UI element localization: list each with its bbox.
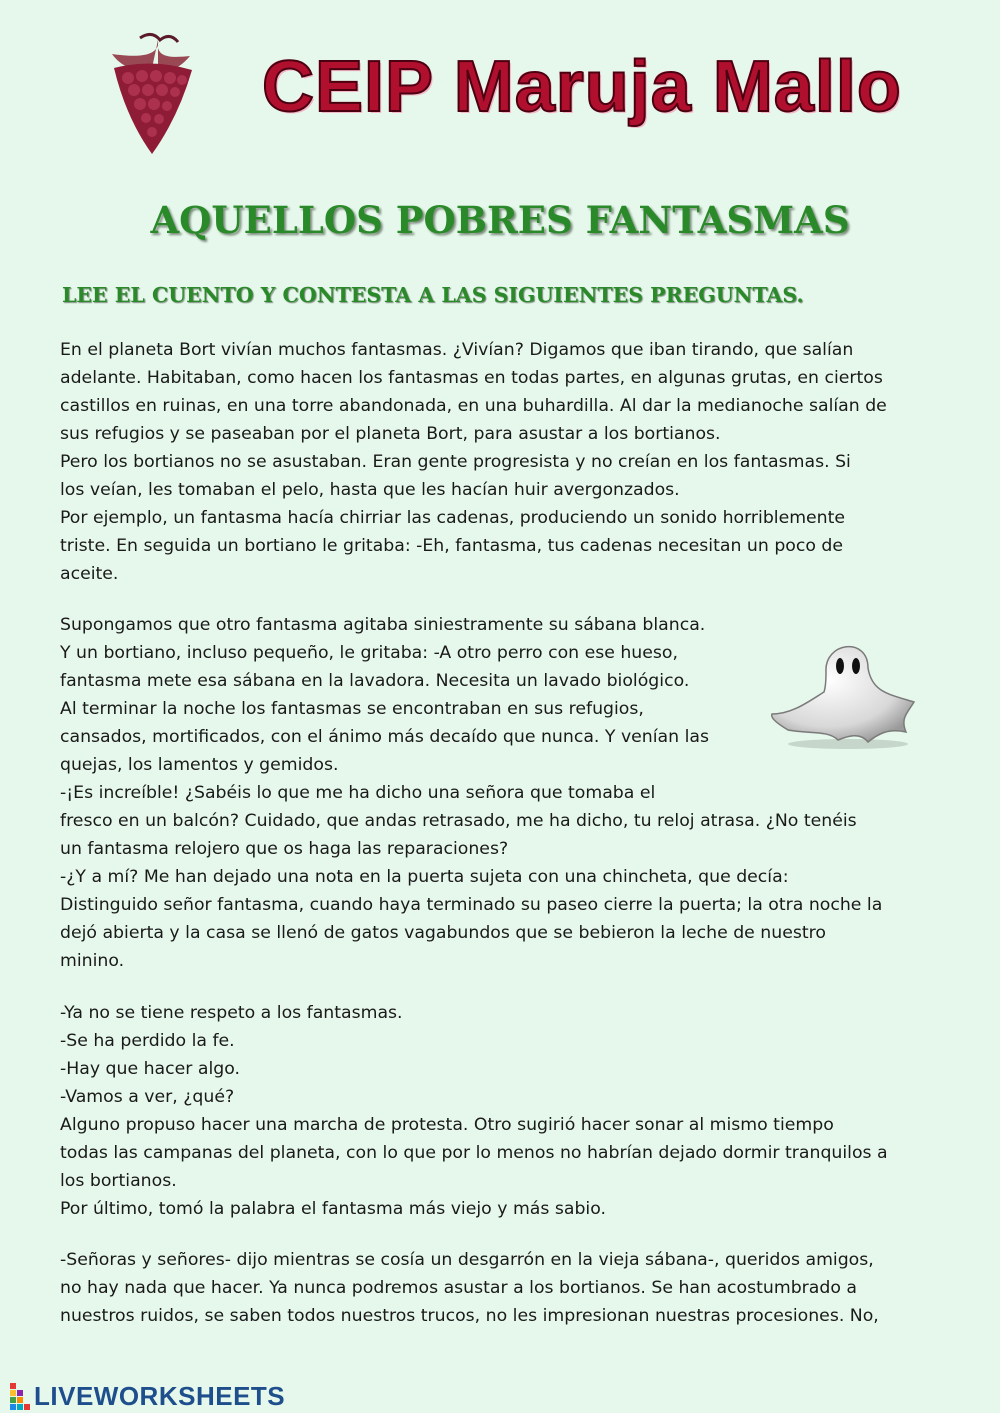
liveworksheets-logo[interactable] <box>10 1381 285 1412</box>
story-line: un fantasma relojero que os haga las reparaciones? <box>60 839 509 859</box>
story-line: Al terminar la noche los fantasmas se encontraban en sus refugios, <box>60 699 644 719</box>
story-line: Alguno propuso hacer una marcha de protesta. Otro sugirió hacer sonar al mismo tiempo <box>60 1115 834 1135</box>
story-line: Distinguido señor fantasma, cuando haya terminado su paseo cierre la puerta; la otra noche la <box>60 895 883 915</box>
story-line: sus refugios y se paseaban por el planeta Bort, para asustar a los bortianos. <box>60 424 721 444</box>
instructions-heading: LEE EL CUENTO Y CONTESTA A LAS SIGUIENTES PREGUNTAS. <box>62 283 804 307</box>
story-line: aceite. <box>60 564 119 584</box>
story-line: Por último, tomó la palabra el fantasma más viejo y más sabio. <box>60 1199 606 1219</box>
story-line: los bortianos. <box>60 1171 177 1191</box>
story-line: -Vamos a ver, ¿qué? <box>60 1087 235 1107</box>
story-paragraph-3 <box>60 999 940 1223</box>
story-line: Pero los bortianos no se asustaban. Eran gente progresista y no creían en los fantasmas. Si <box>60 452 851 472</box>
story-line: todas las campanas del planeta, con lo que por lo menos no habrían dejado dormir tranquilos a <box>60 1143 888 1163</box>
story-line: no hay nada que hacer. Ya nunca podremos asustar a los bortianos. Se han acostumbrado a <box>60 1278 857 1298</box>
story-line: minino. <box>60 951 125 971</box>
story-line: cansados, mortificados, con el ánimo más decaído que nunca. Y venían las <box>60 727 709 747</box>
grapes-icon <box>100 28 205 158</box>
story-line: dejó abierta y la casa se llenó de gatos vagabundos que se bebieron la leche de nuestro <box>60 923 826 943</box>
story-line: Supongamos que otro fantasma agitaba siniestramente su sábana blanca. <box>60 615 706 635</box>
story-line: Y un bortiano, incluso pequeño, le gritaba: -A otro perro con ese hueso, <box>60 643 678 663</box>
liveworksheets-logo-icon <box>10 1383 32 1411</box>
story-line: -¡Es increíble! ¿Sabéis lo que me ha dicho una señora que tomaba el <box>60 783 656 803</box>
story-line: -¿Y a mí? Me han dejado una nota en la puerta sujeta con una chincheta, que decía: <box>60 867 789 887</box>
story-line: triste. En seguida un bortiano le gritaba: -Eh, fantasma, tus cadenas necesitan un poco de <box>60 536 844 556</box>
story-line: nuestros ruidos, se saben todos nuestros trucos, no les impresionan nuestras procesiones. No, <box>60 1306 879 1326</box>
story-line: -Hay que hacer algo. <box>60 1059 240 1079</box>
story-line: castillos en ruinas, en una torre abandonada, en una buhardilla. Al dar la medianoche salían de <box>60 396 887 416</box>
page-title: AQUELLOS POBRES FANTASMAS <box>150 198 850 242</box>
story-paragraph-4 <box>60 1246 940 1330</box>
story-line: -Ya no se tiene respeto a los fantasmas. <box>60 1003 403 1023</box>
story-line: En el planeta Bort vivían muchos fantasmas. ¿Vivían? Digamos que iban tirando, que salían <box>60 340 854 360</box>
story-line: fresco en un balcón? Cuidado, que andas retrasado, me ha dicho, tu reloj atrasa. ¿No tenéis <box>60 811 857 831</box>
story-line: quejas, los lamentos y gemidos. <box>60 755 339 775</box>
story-line: adelante. Habitaban, como hacen los fantasmas en todas partes, en algunas grutas, en ciertos <box>60 368 883 388</box>
footer-brand: LIVEWORKSHEETS <box>34 1381 286 1411</box>
school-name: CEIP Maruja Mallo <box>262 47 902 127</box>
ghost-icon <box>768 632 920 750</box>
story-line: fantasma mete esa sábana en la lavadora. Necesita un lavado biológico. <box>60 671 690 691</box>
story-line: Por ejemplo, un fantasma hacía chirriar las cadenas, produciendo un sonido horriblemente <box>60 508 846 528</box>
story-paragraph-1 <box>60 336 940 588</box>
story-line: -Se ha perdido la fe. <box>60 1031 235 1051</box>
story-line: los veían, les tomaban el pelo, hasta que les hacían huir avergonzados. <box>60 480 680 500</box>
story-line: -Señoras y señores- dijo mientras se cosía un desgarrón en la vieja sábana-, queridos amigos, <box>60 1250 874 1270</box>
